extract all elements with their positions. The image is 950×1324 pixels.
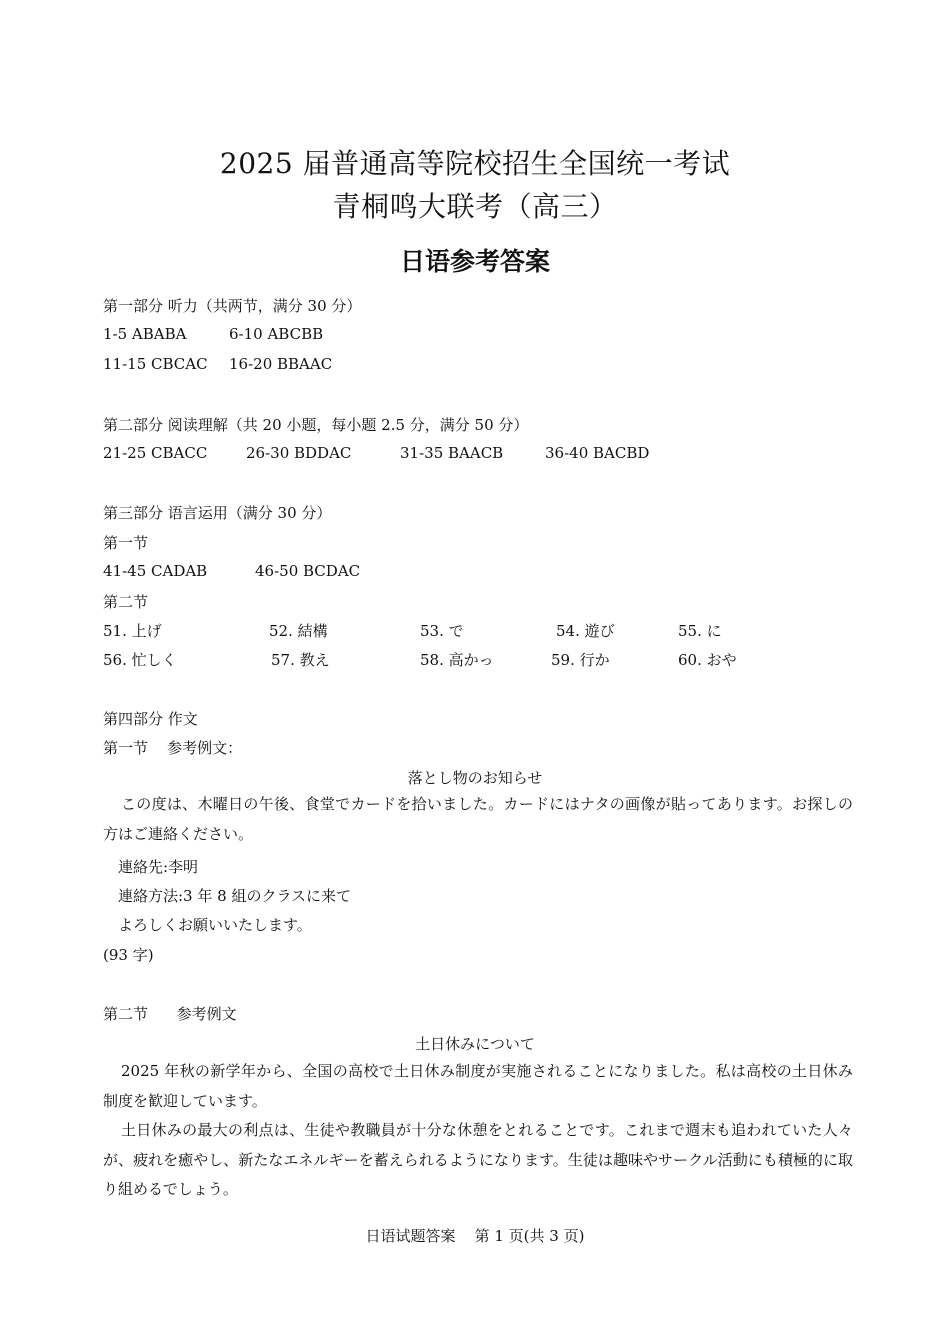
part2-heading: 第二部分 阅读理解（共 20 小题，每小题 2.5 分，满分 50 分） (103, 416, 529, 434)
part3-heading: 第三部分 语言运用（满分 30 分） (103, 504, 332, 522)
essay1-title: 落とし物のお知らせ (407, 769, 543, 787)
fill-answer: 58. 高かっ (420, 651, 494, 669)
fill-answer: 56. 忙しく (103, 651, 177, 669)
page-title: 日语参考答案 (399, 247, 550, 276)
page-footer: 日语试题答案 第 1 页(共 3 页) (365, 1227, 585, 1245)
part1-answer: 1-5 ABABA (103, 325, 187, 343)
essay1-method: 連絡方法:3 年 8 組のクラスに来て (118, 887, 351, 905)
fill-answer: 53. で (420, 622, 464, 640)
part2-answer: 31-35 BAACB (400, 444, 504, 462)
part2-answer: 21-25 CBACC (103, 444, 208, 462)
part3-section1-label: 第一节 (103, 534, 149, 552)
part1-answer: 6-10 ABCBB (229, 325, 324, 343)
part2-answer: 26-30 BDDAC (246, 444, 352, 462)
essay1-count: (93 字) (103, 946, 154, 964)
part1-answer: 16-20 BBAAC (229, 355, 333, 373)
essay1-contact: 連絡先:李明 (118, 858, 199, 876)
exam-subtitle: 青桐鸣大联考（高三） (332, 190, 618, 223)
part3-answer: 41-45 CADAB (103, 562, 208, 580)
fill-answer: 55. に (678, 622, 722, 640)
essay1-closing: よろしくお願いいたします。 (118, 916, 312, 934)
essay2-paragraph: 2025 年秋の新学年から、全国の高校で土日休み制度が実施されることになりました。私は高校の土日休み制度を歓迎しています。 (103, 1062, 853, 1110)
part2-answer: 36-40 BACBD (545, 444, 650, 462)
part3-answer: 46-50 BCDAC (255, 562, 361, 580)
part1-answer: 11-15 CBCAC (103, 355, 208, 373)
fill-answer: 59. 行か (551, 651, 610, 669)
fill-answer: 54. 遊び (556, 622, 615, 640)
part4-heading: 第四部分 作文 (103, 710, 198, 728)
essay1-label: 第一节 参考例文： (103, 739, 243, 757)
essay2-title: 土日休みについて (415, 1035, 535, 1053)
fill-answer: 60. おや (678, 651, 737, 669)
essay1-body: この度は、木曜日の午後、食堂でカードを拾いました。カードにはナタの画像が貼ってあります。お探しの方はご連絡ください。 (103, 795, 853, 843)
fill-answer: 52. 結構 (269, 622, 328, 640)
exam-title: 2025 届普通高等院校招生全国统一考试 (219, 147, 731, 180)
essay2-label: 第二节 参考例文 (103, 1005, 237, 1023)
fill-answer: 51. 上げ (103, 622, 162, 640)
fill-answer: 57. 教え (271, 651, 330, 669)
essay2-paragraph: 土日休みの最大の利点は、生徒や教職員が十分な休憩をとれることです。これまで週末も追われていた人々が、疲れを癒やし、新たなエネルギーを蓄えられるようになります。生徒は趣味やサークル活動にも積極的に取り組めるでしょう。 (103, 1121, 853, 1198)
part3-section2-label: 第二节 (103, 593, 149, 611)
part1-heading: 第一部分 听力（共两节，满分 30 分） (103, 297, 362, 315)
